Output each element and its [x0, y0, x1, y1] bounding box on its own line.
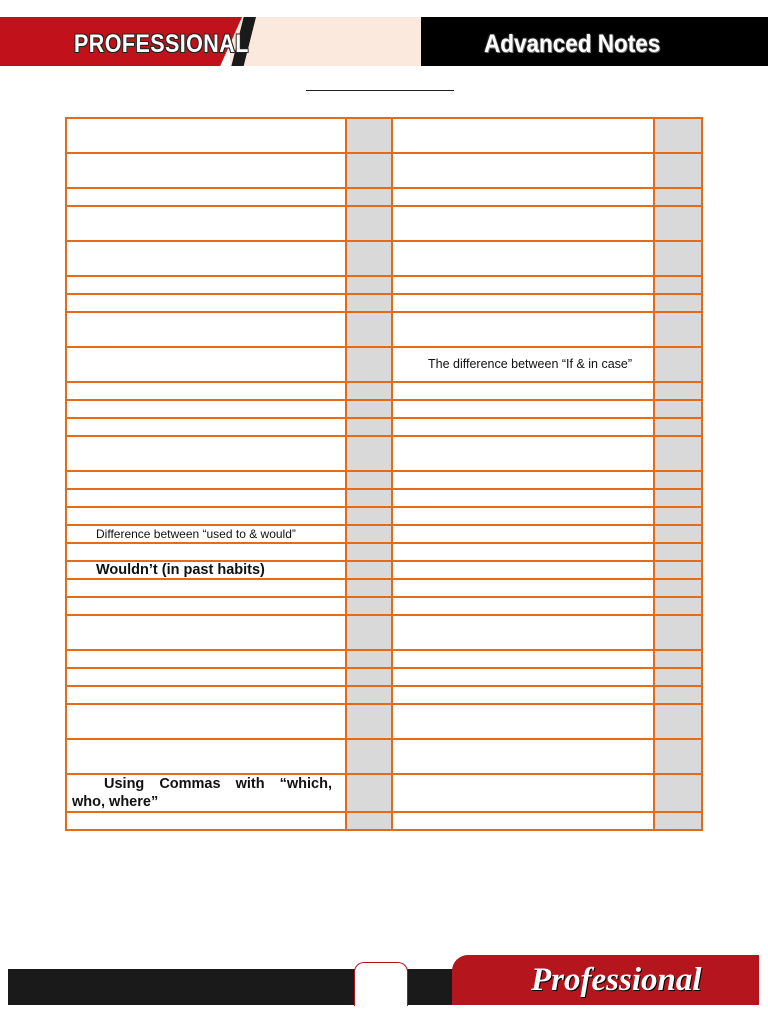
table-row [66, 739, 702, 774]
note-cell [66, 812, 346, 830]
score-cell [346, 686, 392, 704]
note-cell [392, 543, 654, 561]
note-cell [392, 579, 654, 597]
note-cell [392, 153, 654, 188]
note-cell [66, 241, 346, 276]
score-cell [346, 276, 392, 294]
score-cell [346, 489, 392, 507]
note-cell [392, 294, 654, 312]
table-row [66, 312, 702, 347]
table-row [66, 241, 702, 276]
score-cell [654, 400, 702, 418]
note-cell [392, 650, 654, 668]
score-cell [346, 188, 392, 206]
header-brand: PROFESSIONAL [74, 30, 249, 58]
score-cell [654, 241, 702, 276]
score-cell [346, 312, 392, 347]
score-cell [346, 668, 392, 686]
score-cell [346, 579, 392, 597]
note-cell [392, 489, 654, 507]
note-if-in-case: The difference between “If & in case” [428, 357, 633, 371]
table-row [66, 597, 702, 615]
score-cell [346, 294, 392, 312]
score-cell [654, 312, 702, 347]
note-cell [392, 774, 654, 812]
score-cell [346, 774, 392, 812]
note-cell [392, 118, 654, 153]
score-cell [346, 812, 392, 830]
score-cell [346, 471, 392, 489]
table-row [66, 579, 702, 597]
score-cell [346, 507, 392, 525]
score-cell [654, 206, 702, 241]
score-cell [346, 206, 392, 241]
score-cell [654, 276, 702, 294]
table-row [66, 507, 702, 525]
score-cell [654, 543, 702, 561]
note-cell [66, 400, 346, 418]
table-row [66, 418, 702, 436]
note-cell [392, 812, 654, 830]
note-cell [66, 294, 346, 312]
table-row [66, 650, 702, 668]
note-cell [392, 312, 654, 347]
note-cell [392, 704, 654, 739]
score-cell [654, 118, 702, 153]
table-row [66, 525, 702, 543]
score-cell [654, 579, 702, 597]
note-cell [392, 597, 654, 615]
score-cell [346, 543, 392, 561]
table-row [66, 153, 702, 188]
table-row [66, 382, 702, 400]
note-cell [66, 276, 346, 294]
note-cell [392, 739, 654, 774]
score-cell [346, 561, 392, 579]
notes-table-body [66, 118, 702, 830]
score-cell [654, 507, 702, 525]
table-row [66, 561, 702, 579]
note-commas-which-who-where: Using Commas with “which, who, where” [72, 776, 332, 810]
page-number-tab [354, 962, 408, 1006]
score-cell [654, 774, 702, 812]
note-cell [66, 615, 346, 650]
note-used-to-would: Difference between “used to & would” [96, 527, 296, 541]
table-row [66, 294, 702, 312]
score-cell [654, 436, 702, 471]
score-cell [346, 382, 392, 400]
note-cell [392, 382, 654, 400]
note-cell [66, 312, 346, 347]
score-cell [654, 294, 702, 312]
score-cell [654, 471, 702, 489]
table-row [66, 489, 702, 507]
score-cell [654, 704, 702, 739]
note-cell [66, 543, 346, 561]
header-band [230, 17, 430, 66]
score-cell [654, 615, 702, 650]
note-cell [66, 739, 346, 774]
score-cell [654, 739, 702, 774]
score-cell [346, 739, 392, 774]
note-cell [392, 668, 654, 686]
score-cell [654, 812, 702, 830]
title-underline [306, 90, 454, 91]
score-cell [654, 382, 702, 400]
table-row [66, 704, 702, 739]
score-cell [654, 686, 702, 704]
score-cell [654, 561, 702, 579]
score-cell [346, 241, 392, 276]
footer-brand: Professional [531, 962, 702, 998]
score-cell [654, 525, 702, 543]
score-cell [346, 525, 392, 543]
score-cell [346, 400, 392, 418]
table-row [66, 668, 702, 686]
score-cell [654, 418, 702, 436]
note-wouldnt-past-habits: Wouldn’t (in past habits) [96, 562, 265, 578]
note-cell [66, 489, 346, 507]
note-cell [392, 347, 654, 382]
table-row [66, 543, 702, 561]
score-cell [654, 597, 702, 615]
score-cell [346, 436, 392, 471]
table-row [66, 206, 702, 241]
score-cell [346, 118, 392, 153]
note-cell [66, 206, 346, 241]
note-cell [66, 418, 346, 436]
score-cell [346, 650, 392, 668]
note-cell [392, 400, 654, 418]
table-row [66, 686, 702, 704]
note-cell [66, 525, 346, 543]
table-row [66, 812, 702, 830]
note-cell [392, 525, 654, 543]
score-cell [346, 347, 392, 382]
score-cell [654, 489, 702, 507]
note-cell [66, 650, 346, 668]
note-cell [66, 774, 346, 812]
note-cell [66, 579, 346, 597]
note-cell [392, 561, 654, 579]
note-cell [392, 507, 654, 525]
note-cell [392, 241, 654, 276]
note-cell [66, 153, 346, 188]
table-row [66, 471, 702, 489]
note-cell [66, 382, 346, 400]
table-row [66, 118, 702, 153]
note-cell [66, 471, 346, 489]
table-row [66, 774, 702, 812]
note-cell [66, 686, 346, 704]
score-cell [654, 668, 702, 686]
table-row [66, 188, 702, 206]
note-cell [392, 436, 654, 471]
table-row [66, 436, 702, 471]
note-cell [66, 507, 346, 525]
note-cell [392, 276, 654, 294]
score-cell [654, 188, 702, 206]
note-cell [66, 347, 346, 382]
score-cell [346, 418, 392, 436]
score-cell [346, 615, 392, 650]
header-title: Advanced Notes [484, 30, 661, 58]
table-row [66, 347, 702, 382]
note-cell [392, 206, 654, 241]
note-cell [66, 668, 346, 686]
note-cell [392, 471, 654, 489]
score-cell [654, 650, 702, 668]
note-cell [66, 436, 346, 471]
notes-table [65, 117, 703, 831]
score-cell [654, 347, 702, 382]
note-cell [66, 188, 346, 206]
table-row [66, 276, 702, 294]
table-row [66, 400, 702, 418]
note-cell [392, 188, 654, 206]
note-cell [392, 418, 654, 436]
score-cell [654, 153, 702, 188]
score-cell [346, 153, 392, 188]
note-cell [392, 686, 654, 704]
note-cell [66, 561, 346, 579]
score-cell [346, 704, 392, 739]
note-cell [66, 597, 346, 615]
note-cell [66, 704, 346, 739]
score-cell [346, 597, 392, 615]
note-cell [66, 118, 346, 153]
note-cell [392, 615, 654, 650]
table-row [66, 615, 702, 650]
